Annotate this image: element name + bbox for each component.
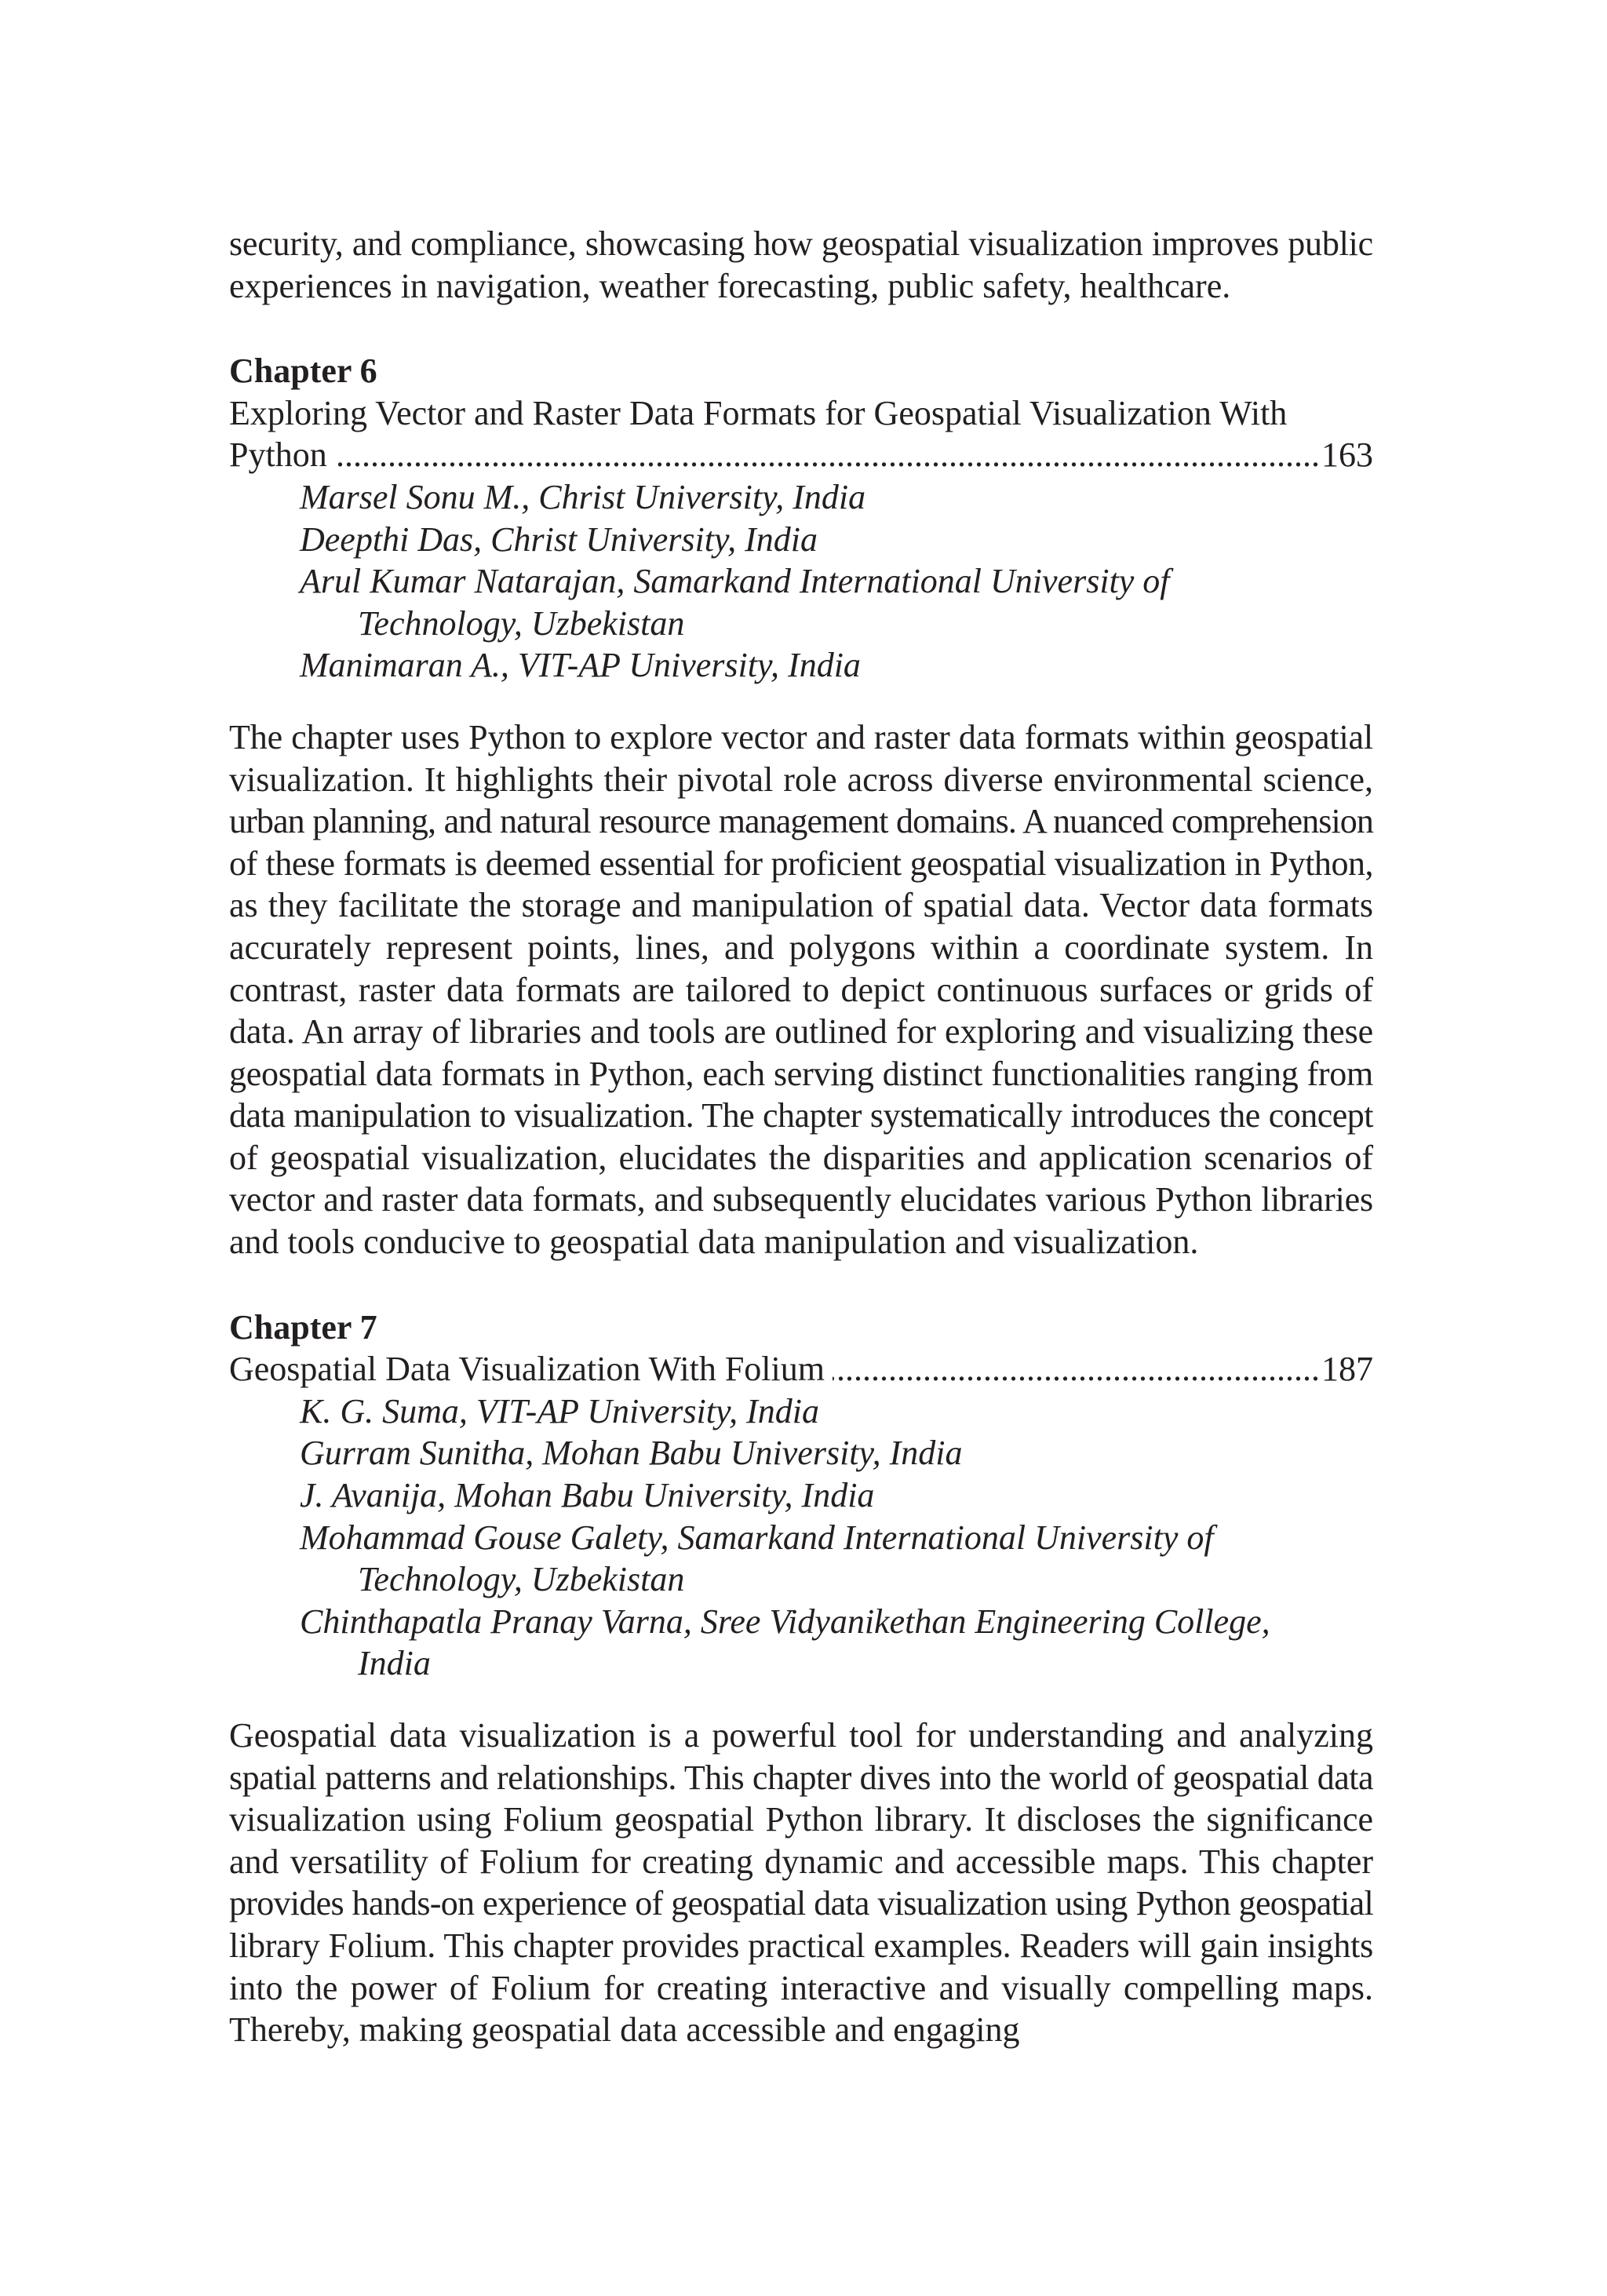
author-affiliation: Mohammad Gouse Galety, Samarkand International University of: [300, 1518, 1214, 1557]
abstract-line: accurately represent points, lines, and polygons within a coordinate system. In: [229, 928, 1373, 967]
author-affiliation: Marsel Sonu M., Christ University, India: [300, 477, 866, 516]
abstract-line: contrast, raster data formats are tailored to depict continuous surfaces or grids of: [229, 970, 1373, 1009]
abstract-line: of these formats is deemed essential for proficient geospatial visualization in Python,: [229, 844, 1373, 883]
abstract-line: spatial patterns and relationships. This chapter dives into the world of geospatial data: [229, 1758, 1373, 1797]
abstract-line: into the power of Folium for creating interactive and visually compelling maps.: [229, 1968, 1373, 2007]
abstract-line: experiences in navigation, weather forecasting, public safety, healthcare.: [229, 266, 1231, 305]
abstract-line: library Folium. This chapter provides practical examples. Readers will gain insights: [229, 1926, 1373, 1965]
chapter-abstract: [229, 716, 1373, 1263]
dot-leader: [833, 1348, 1320, 1390]
author-affiliation-continuation: Technology, Uzbekistan: [358, 603, 685, 643]
page-number: 163: [1321, 436, 1373, 475]
author-affiliation: Manimaran A., VIT-AP University, India: [300, 646, 861, 685]
abstract-line: as they facilitate the storage and manipulation of spatial data. Vector data formats: [229, 886, 1373, 925]
chapter-abstract: [229, 1715, 1373, 2051]
author-list: [229, 1390, 1373, 1685]
abstract-line: provides hands-on experience of geospatial data visualization using Python geospatial: [229, 1884, 1373, 1923]
abstract-line: data. An array of libraries and tools are outlined for exploring and visualizing these: [229, 1012, 1373, 1051]
author-affiliation-continuation: India: [358, 1644, 431, 1683]
chapter-title: Exploring Vector and Raster Data Formats for Geospatial Visualization With: [229, 393, 1288, 432]
chapter-title-row: [229, 1348, 1373, 1390]
abstract-line: visualization. It highlights their pivotal role across diverse environmental science,: [229, 760, 1373, 799]
toc-entry-chapter-7: [229, 1307, 1373, 2051]
author-list: [229, 476, 1373, 687]
abstract-line: vector and raster data formats, and subsequently elucidates various Python libraries: [229, 1180, 1373, 1219]
chapter-label: Chapter 6: [229, 352, 377, 391]
chapter-title: Python: [229, 436, 327, 475]
page-content: [229, 223, 1373, 2051]
abstract-line: urban planning, and natural resource management domains. A nuanced comprehension: [229, 802, 1373, 841]
chapter-label: Chapter 7: [229, 1307, 377, 1347]
abstract-line: visualization using Folium geospatial Python library. It discloses the significance: [229, 1800, 1373, 1839]
abstract-line: of geospatial visualization, elucidates the disparities and application scenarios of: [229, 1138, 1373, 1177]
abstract-line: and versatility of Folium for creating dynamic and accessible maps. This chapter: [229, 1842, 1373, 1881]
abstract-line: and tools conducive to geospatial data manipulation and visualization.: [229, 1223, 1199, 1262]
author-affiliation: Gurram Sunitha, Mohan Babu University, India: [300, 1434, 963, 1473]
abstract-line: data manipulation to visualization. The chapter systematically introduces the concept: [229, 1096, 1373, 1135]
toc-entry-chapter-6: [229, 350, 1373, 1263]
author-affiliation: Chinthapatla Pranay Varna, Sree Vidyanikethan Engineering College,: [300, 1602, 1270, 1641]
abstract-line: Geospatial data visualization is a powerful tool for understanding and analyzing: [229, 1716, 1373, 1755]
dot-leader: [335, 434, 1320, 476]
abstract-line: Thereby, making geospatial data accessible and engaging: [229, 2010, 1020, 2050]
page-number: 187: [1321, 1350, 1373, 1389]
author-affiliation: K. G. Suma, VIT-AP University, India: [300, 1391, 819, 1430]
chapter-title: Geospatial Data Visualization With Folium: [229, 1350, 825, 1389]
author-affiliation: Arul Kumar Natarajan, Samarkand International University of: [300, 562, 1170, 601]
previous-chapter-abstract-continuation: [229, 223, 1373, 307]
chapter-title-row: [229, 434, 1373, 476]
author-affiliation-continuation: Technology, Uzbekistan: [358, 1560, 685, 1599]
abstract-line: geospatial data formats in Python, each serving distinct functionalities ranging from: [229, 1054, 1373, 1093]
author-affiliation: J. Avanija, Mohan Babu University, India: [300, 1476, 875, 1515]
abstract-line: security, and compliance, showcasing how geospatial visualization improves public: [229, 224, 1373, 263]
abstract-line: The chapter uses Python to explore vector and raster data formats within geospatial: [229, 717, 1373, 756]
author-affiliation: Deepthi Das, Christ University, India: [300, 519, 818, 559]
